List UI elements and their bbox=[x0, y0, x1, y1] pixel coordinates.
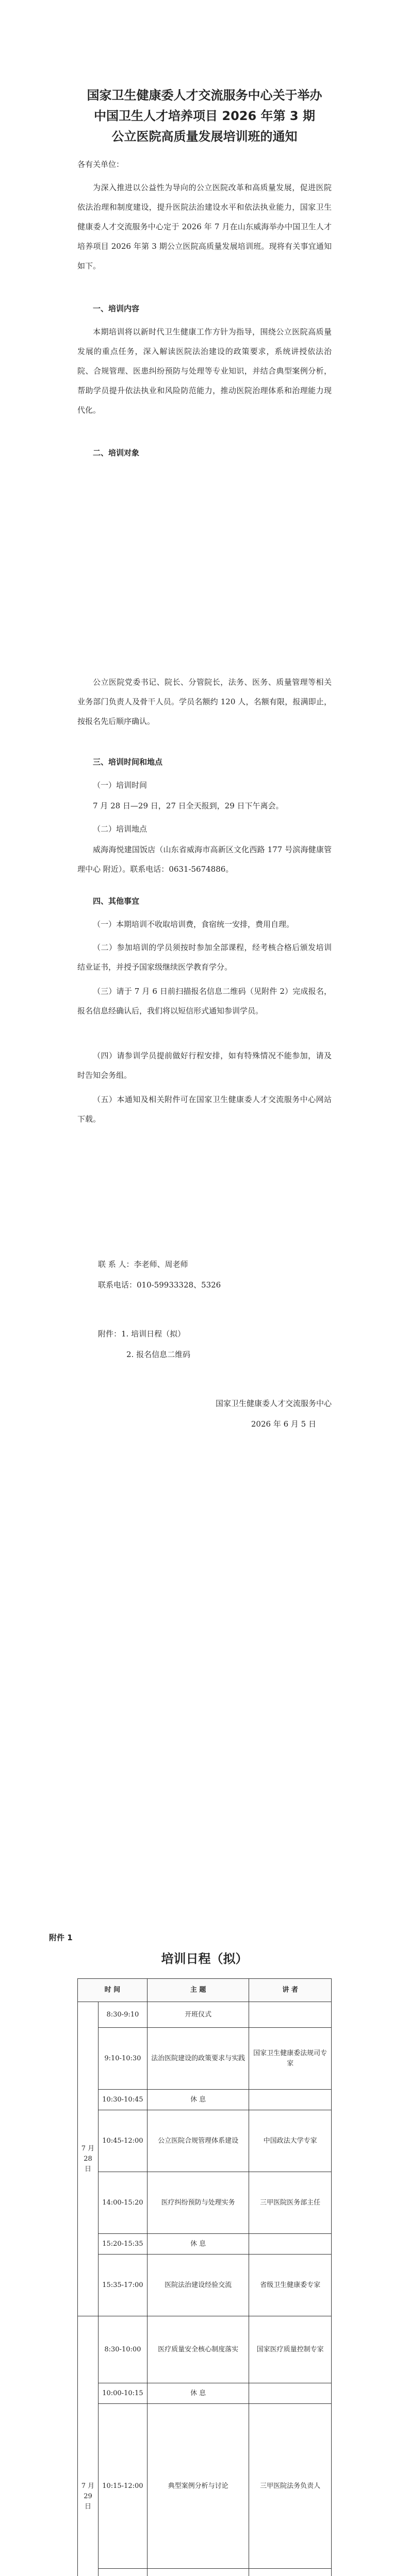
time-cell: 9:10-10:30 bbox=[98, 2028, 147, 2090]
time-cell bbox=[98, 2569, 147, 2576]
annex-title: 培训日程（拟） bbox=[161, 1952, 248, 1966]
time-label: （一）培训时间 bbox=[93, 781, 148, 790]
table-header-row bbox=[78, 1979, 332, 2002]
table-row bbox=[78, 2172, 332, 2234]
table-row bbox=[78, 2316, 332, 2383]
other-item: （二）参加培训的学员须按时参加全部课程，经考核合格后颁发培训结业证书，并授予国家级继续医学教育学分。 bbox=[77, 943, 332, 972]
topic-cell: 医疗纠纷预防与处理实务 bbox=[147, 2172, 249, 2234]
speaker-cell: 国家卫生健康委法规司专家 bbox=[249, 2028, 332, 2090]
other-item: （三）请于 7 月 6 日前扫描报名信息二维码（见附件 2）完成报名，报名信息经确认后，我们将以短信形式通知参训学员。 bbox=[77, 987, 332, 1015]
table-row bbox=[78, 2569, 332, 2576]
topic-cell: 休 息 bbox=[147, 2090, 249, 2110]
table-row bbox=[78, 2255, 332, 2316]
day-label: 7 月 28 日 bbox=[78, 2002, 99, 2316]
topic-cell: 法治医院建设的政策要求与实践 bbox=[147, 2028, 249, 2090]
schedule-table bbox=[77, 1978, 332, 2576]
time-cell: 10:30-10:45 bbox=[98, 2090, 147, 2110]
topic-cell: 开班仪式 bbox=[147, 2002, 249, 2028]
content-paragraph: 本期培训将以新时代卫生健康工作方针为指导，围绕公立医院高质量发展的重点任务，深入解读医院法治建设的政策要求，系统讲授依法治院、合规管理、医患纠纷预防与处理等专业知识，并结合典型案例分析，帮助学员提升依法执业和风险防范能力，推动医院治理体系和治理能力现代化。 bbox=[77, 327, 332, 415]
time-cell: 8:30-9:10 bbox=[98, 2002, 147, 2028]
topic-cell: 休 息 bbox=[147, 2383, 249, 2404]
other-item: （五）本通知及相关附件可在国家卫生健康委人才交流服务中心网站下载。 bbox=[77, 1095, 332, 1124]
topic-cell: 医疗质量安全核心制度落实 bbox=[147, 2316, 249, 2383]
table-row bbox=[78, 2090, 332, 2110]
table-row bbox=[78, 2404, 332, 2569]
title-line: 中国卫生人才培养项目 2026 年第 3 期 bbox=[94, 109, 315, 123]
issue-date: 2026 年 6 月 5 日 bbox=[251, 1419, 316, 1429]
objects-paragraph: 公立医院党委书记、院长、分管院长，法务、医务、质量管理等相关业务部门负责人及骨干人员。学员名额约 120 人，名额有限，报满即止，按报名先后顺序确认。 bbox=[77, 677, 332, 726]
title-line: 公立医院高质量发展培训班的通知 bbox=[111, 129, 298, 144]
salutation: 各有关单位： bbox=[77, 160, 124, 169]
table-row bbox=[78, 2383, 332, 2404]
time-cell: 10:15-12:00 bbox=[98, 2404, 147, 2569]
table-row bbox=[78, 2028, 332, 2090]
speaker-cell: 中国政法大学专家 bbox=[249, 2110, 332, 2172]
time-cell: 15:20-15:35 bbox=[98, 2234, 147, 2255]
col-header-speaker: 讲 者 bbox=[249, 1979, 332, 2002]
table-row bbox=[78, 2110, 332, 2172]
topic-cell bbox=[147, 2569, 249, 2576]
time-cell: 15:35-17:00 bbox=[98, 2255, 147, 2316]
issuer: 国家卫生健康委人才交流服务中心 bbox=[215, 1399, 332, 1408]
intro-paragraph: 为深入推进以公益性为导向的公立医院改革和高质量发展，促进医院依法治理和制度建设，提升医院法治建设水平和依法执业能力，国家卫生健康委人才交流服务中心定于 2026 年 7 月在山东威海举办中国卫生人才培养项目 2026 年第 3 期公立医院高质量发展培训班。现将有关事宜通知如下。 bbox=[77, 183, 332, 270]
topic-cell: 医院法治建设经验交流 bbox=[147, 2255, 249, 2316]
topic-cell: 典型案例分析与讨论 bbox=[147, 2404, 249, 2569]
time-cell: 10:00-10:15 bbox=[98, 2383, 147, 2404]
speaker-cell bbox=[249, 2383, 332, 2404]
speaker-cell bbox=[249, 2002, 332, 2028]
col-header-topic: 主 题 bbox=[147, 1979, 249, 2002]
title-line: 国家卫生健康委人才交流服务中心关于举办 bbox=[87, 88, 322, 103]
annex1-page bbox=[0, 1906, 409, 2576]
speaker-cell: 省级卫生健康委专家 bbox=[249, 2255, 332, 2316]
annex-label: 附件 1 bbox=[49, 1933, 73, 1942]
section-heading: 二、培训对象 bbox=[93, 448, 140, 457]
section-heading: 四、其他事宜 bbox=[93, 896, 140, 906]
col-header-time: 时 间 bbox=[78, 1979, 148, 2002]
attachment-line: 附件：1. 培训日程（拟） bbox=[98, 1329, 186, 1338]
time-cell: 8:30-10:00 bbox=[98, 2316, 147, 2383]
speaker-cell: 三甲医院法务负责人 bbox=[249, 2404, 332, 2569]
section-heading: 一、培训内容 bbox=[93, 304, 140, 313]
speaker-cell: 三甲医院医务部主任 bbox=[249, 2172, 332, 2234]
attachment-line: 2. 报名信息二维码 bbox=[126, 1350, 191, 1359]
place-text: 威海海悦建国饭店（山东省威海市高新区文化西路 177 号滨海健康管理中心 附近）。联系电话：0631-5674886。 bbox=[77, 845, 332, 874]
time-cell: 10:45-12:00 bbox=[98, 2110, 147, 2172]
topic-cell: 公立医院合规管理体系建设 bbox=[147, 2110, 249, 2172]
notice-title bbox=[0, 85, 409, 147]
speaker-cell bbox=[249, 2569, 332, 2576]
time-cell: 14:00-15:20 bbox=[98, 2172, 147, 2234]
speaker-cell: 国家医疗质量控制专家 bbox=[249, 2316, 332, 2383]
speaker-cell bbox=[249, 2090, 332, 2110]
table-row bbox=[78, 2002, 332, 2028]
time-text: 7 月 28 日—29 日，27 日全天报到，29 日下午离会。 bbox=[93, 801, 284, 810]
speaker-cell bbox=[249, 2234, 332, 2255]
other-item: （四）请参训学员提前做好行程安排，如有特殊情况不能参加，请及时告知会务组。 bbox=[77, 1051, 332, 1080]
topic-cell: 休 息 bbox=[147, 2234, 249, 2255]
table-row bbox=[78, 2234, 332, 2255]
section-heading: 三、培训时间和地点 bbox=[93, 757, 163, 767]
other-item: （一）本期培训不收取培训费，食宿统一安排，费用自理。 bbox=[93, 920, 295, 929]
place-label: （二）培训地点 bbox=[93, 824, 148, 834]
contact-person: 联 系 人：李老师、周老师 bbox=[98, 1260, 188, 1269]
day-label: 7 月 29 日 bbox=[78, 2316, 99, 2576]
contact-phone: 联系电话：010-59933328、5326 bbox=[98, 1280, 221, 1290]
